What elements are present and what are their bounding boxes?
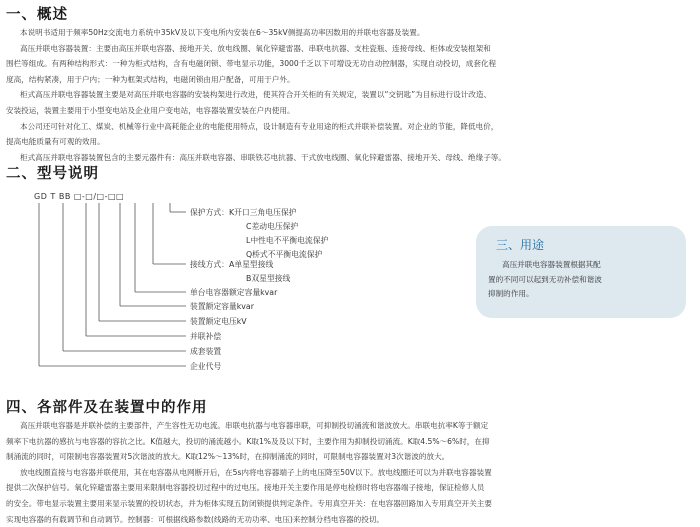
components-line: 实现电容器的有载调节和自动调节。控制器：可根据线路参数(线路的无功功率、电压)来控制分档电容器的投切。 <box>6 514 385 524</box>
model-label-protection-c: C差动电压保护 <box>246 222 299 231</box>
model-code: GD T BB □-□/□-□□ <box>34 192 125 201</box>
model-label-protection: 保护方式：K开口三角电压保护 <box>190 208 297 217</box>
usage-box <box>476 226 686 318</box>
overview-line: 提高电能质量有可观的效用。 <box>6 137 105 147</box>
model-label-protection-q: Q桥式不平衡电流保护 <box>246 250 323 259</box>
usage-line: 抑制的作用。 <box>488 289 534 298</box>
components-line: 高压并联电容器是并联补偿的主要部件，产生容性无功电流。串联电抗器与电容器串联，可抑制投切涌流和谐波放大。串联电抗率K等于额定 <box>20 421 489 430</box>
components-line: 制涌流的同时，可限制电容器装置对5次谐波的放大。K取12%～13%时，在抑制涌流的同时，可限制电容器装置对3次谐波的放大。 <box>6 452 450 462</box>
overview-line: 柜式高压并联电容器装置主要是对高压并联电容器的安装构架进行改进，使其符合开关柜的有关规定，装置以“交钥匙”为目标进行设计改造、 <box>20 90 492 100</box>
model-label-company-code: 企业代号 <box>190 362 222 371</box>
components-line: 的安全。带电显示装置主要用来显示装置的投切状态，并为柜体实现五防闭锁提供判定条件。专用真空开关：在电容器回路加入专用真空开关主要 <box>6 498 492 508</box>
section-heading-overview: 一、概述 <box>6 7 68 23</box>
section-heading-components: 四、各部件及在装置中的作用 <box>6 400 208 416</box>
model-label-wiring-b: B双星型接线 <box>246 274 291 283</box>
components-line: 提供二次保护信号。氧化锌避雷器主要用来限制电容器投切过程中的过电压。接地开关主要作用是停电检修时将电容器端子接地，保证检修人员 <box>6 483 485 493</box>
model-label-wiring: 接线方式：A单星型接线 <box>190 260 274 269</box>
overview-line: 高压并联电容器装置：主要由高压并联电容器、接地开关、放电线圈、氧化锌避雷器、串联电抗器、支柱瓷瓶、连接母线、柜体或安装框架和 <box>20 43 491 53</box>
components-paragraph <box>6 418 694 527</box>
usage-line: 高压并联电容器装置根据其配 <box>502 260 601 269</box>
usage-line: 置的不同可以起到无功补偿和谐波 <box>488 274 602 284</box>
usage-text <box>488 258 680 302</box>
overview-line: 安装投运，装置主要用于小型变电站及企业用户变电站，电容器装置安装在户内使用。 <box>6 105 295 115</box>
components-line: 放电线圈直接与电容器并联使用，其在电容器从电网断开后，在5s内将电容器端子上的电压降至50V以下。放电线圈还可以为并联电容器装置 <box>20 467 492 477</box>
overview-line: 度高，结构紧凑，用于户内；一种为框架式结构，电磁闭锁由用户配备，可用于户外。 <box>6 74 295 84</box>
model-label-rated-voltage: 装置额定电压kV <box>190 317 247 326</box>
model-label-complete-set: 成套装置 <box>190 347 222 356</box>
overview-line: 本公司还可针对化工、煤炭、机械等行业中高耗能企业的电能使用特点，设计制造有专业用途的柜式并联补偿装置。对企业的节能，降低电价， <box>20 121 499 131</box>
overview-line: 本说明书适用于频率50Hz交流电力系统中35kV及以下变电所内安装在6～35kV侧提高功率因数用的并联电容器及装置。 <box>20 28 425 37</box>
model-label-parallel-comp: 并联补偿 <box>190 332 222 341</box>
section-heading-usage: 三、用途 <box>496 238 545 252</box>
components-line: 频率下电抗器的感抗与电容器的容抗之比。K值越大，投切的涌流越小。K取1%及及以下时，主要作用为抑制投切涌流。K取4.5%～6%时，在抑 <box>6 436 490 446</box>
model-label-unit-capacity: 单台电容器额定容量kvar <box>190 288 278 297</box>
model-label-device-capacity: 装置额定容量kvar <box>190 302 254 311</box>
section-heading-model: 二、型号说明 <box>6 166 99 182</box>
overview-line: 围栏等组成。有两种结构形式：一种为柜式结构，含有电磁闭锁、带电显示功能，3000千乏以下可增设无功自动控制器，实现自动投切，成套化程 <box>6 59 497 69</box>
model-label-protection-l: L中性电不平衡电流保护 <box>246 236 329 245</box>
overview-line: 柜式高压并联电容器装置包含的主要元器件有：高压并联电容器、串联铁芯电抗器、干式放电线圈、氧化锌避雷器、接地开关、母线、绝缘子等。 <box>20 152 506 162</box>
